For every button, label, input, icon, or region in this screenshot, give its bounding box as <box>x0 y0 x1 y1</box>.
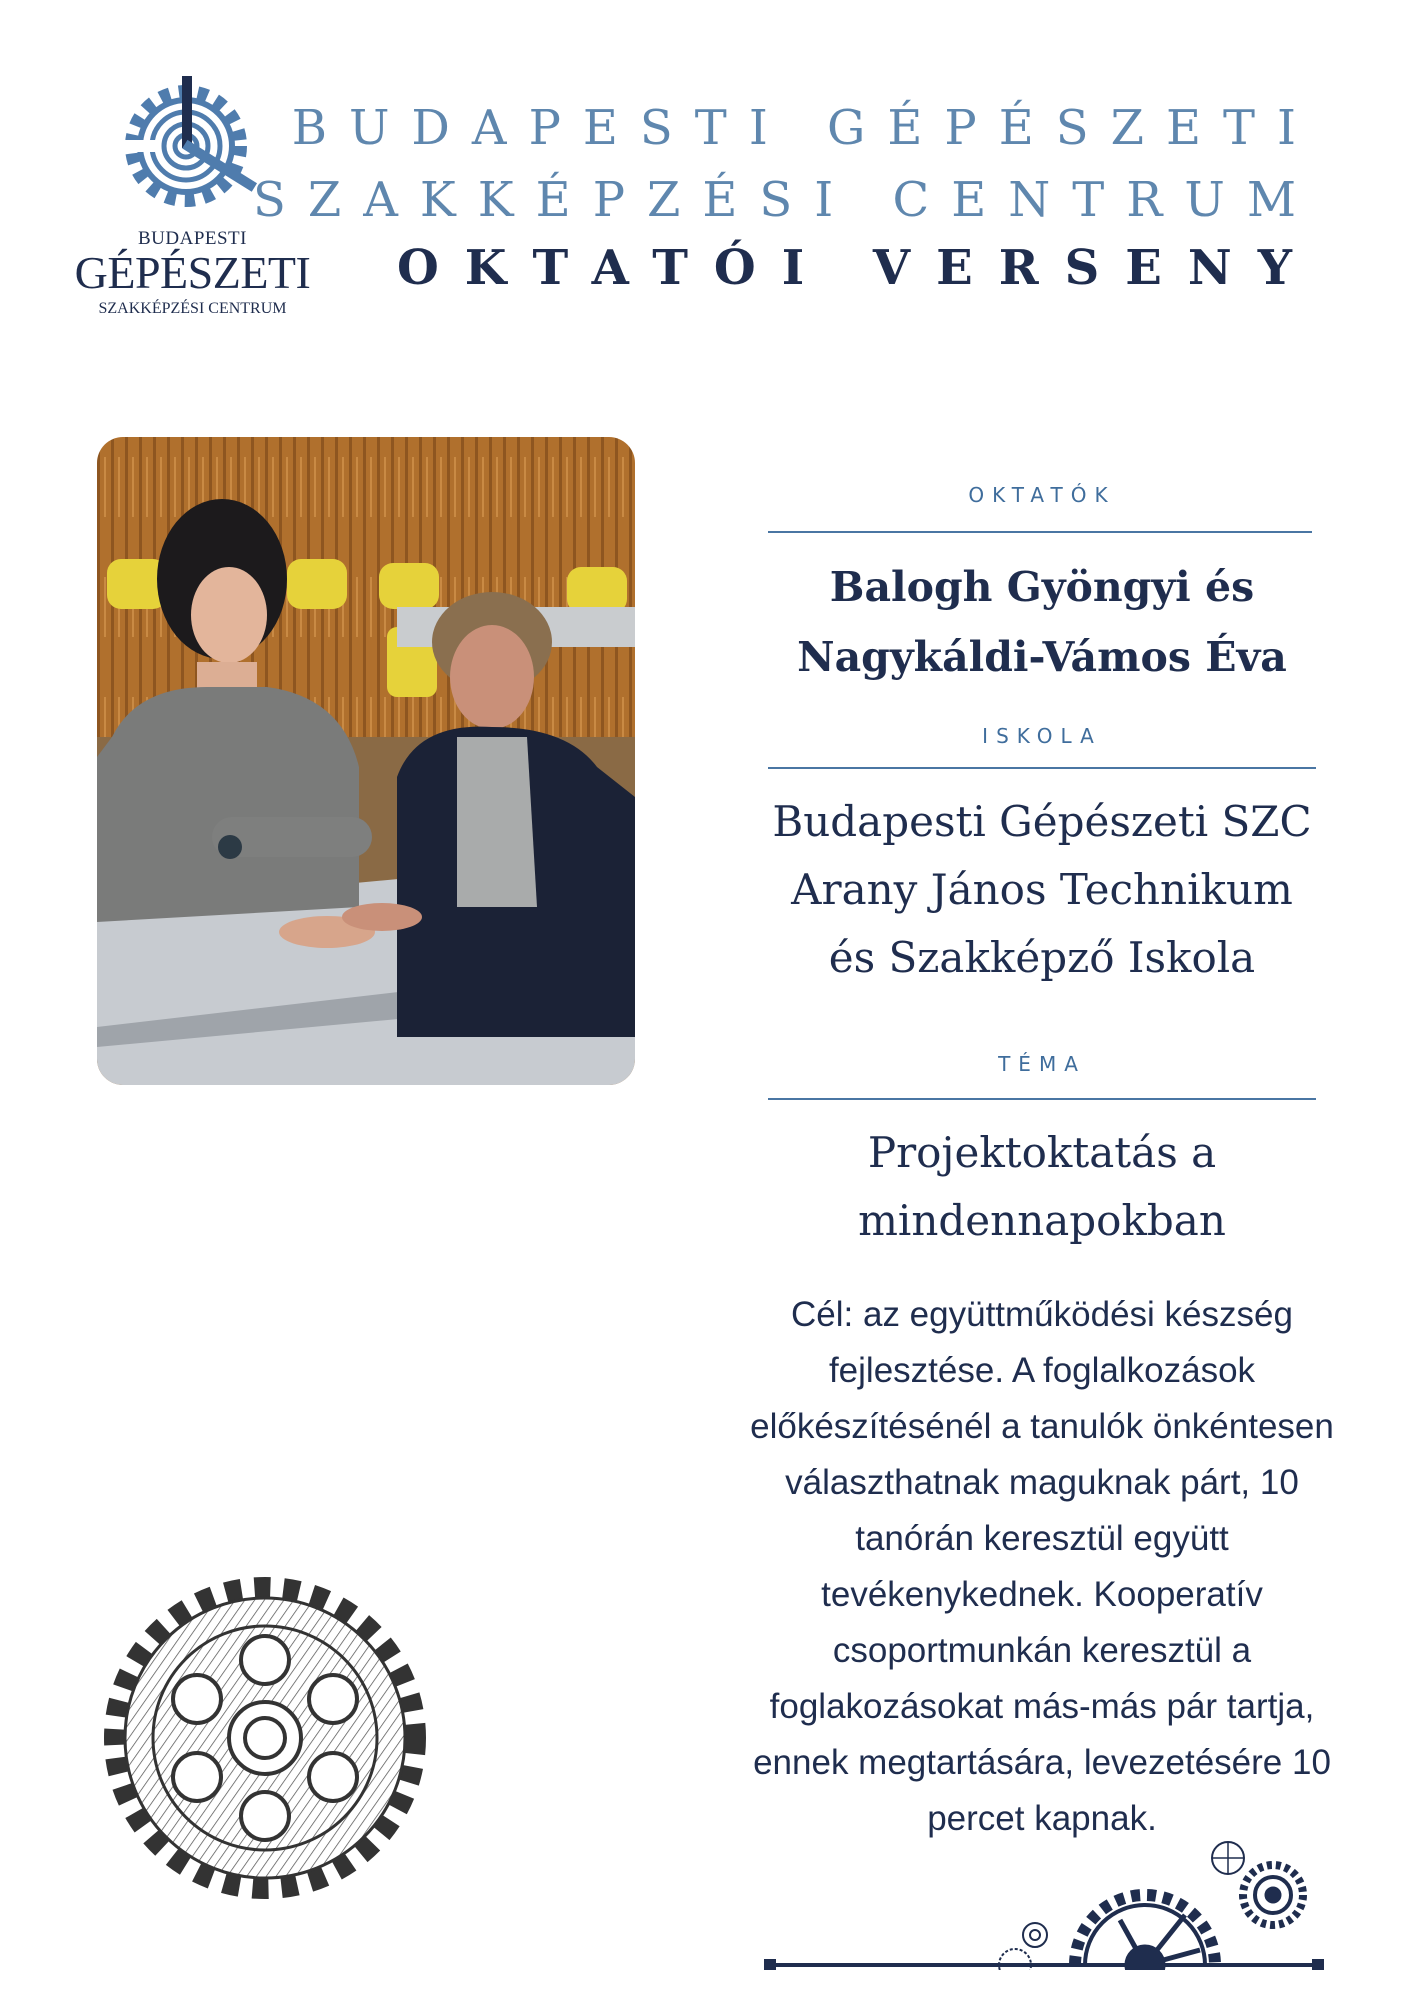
description-line: foglakozásokat más-más pár tartja, <box>769 1687 1315 1726</box>
two-teachers-photo-icon <box>97 437 635 1085</box>
gear-clock-logo-icon <box>112 70 272 220</box>
description-text <box>692 1287 1392 1847</box>
topic-title-line2: mindennapokban <box>858 1196 1226 1245</box>
divider <box>768 531 1312 533</box>
topic-label: TÉMA <box>998 1052 1086 1076</box>
teachers-names-line1: Balogh Gyöngyi és <box>829 563 1255 611</box>
divider <box>768 767 1316 769</box>
large-gear-decoration <box>95 1568 435 1908</box>
description-line: csoportmunkán keresztül a <box>832 1631 1252 1670</box>
divider <box>768 1098 1316 1100</box>
description-line: Cél: az együttműködési készség <box>791 1295 1293 1334</box>
description-line: ennek megtartására, levezetésére 10 <box>753 1743 1331 1782</box>
logo-text-budapesti: BUDAPESTI <box>137 228 247 249</box>
description-line: percet kapnak. <box>927 1799 1157 1838</box>
description-line: előkészítésénél a tanulók önkéntesen <box>750 1407 1334 1446</box>
header-title-line3: OKTATÓI VERSENY <box>396 240 1318 296</box>
teachers-label: OKTATÓK <box>968 483 1116 507</box>
school-name-line3: és Szakképző Iskola <box>828 933 1256 982</box>
school-name-line2: Arany János Technikum <box>791 865 1293 914</box>
teachers-photo <box>97 437 635 1085</box>
description-line: tevékenykednek. Kooperatív <box>821 1575 1263 1614</box>
small-gears-decoration <box>760 1840 1330 1970</box>
topic-title-line1: Projektoktatás a <box>867 1128 1217 1177</box>
description-line: tanórán keresztül együtt <box>855 1519 1229 1558</box>
header-title-line2: SZAKKÉPZÉSI CENTRUM <box>253 172 1318 228</box>
teachers-names-line2: Nagykáldi-Vámos Éva <box>797 633 1287 681</box>
gear-icon <box>95 1568 435 1908</box>
gears-line-icon <box>760 1840 1330 1970</box>
logo-text-centrum: SZAKKÉPZÉSI CENTRUM <box>98 300 287 317</box>
school-name-line1: Budapesti Gépészeti SZC <box>772 797 1312 846</box>
description-line: választhatnak maguknak párt, 10 <box>785 1463 1299 1502</box>
school-label: ISKOLA <box>982 724 1102 748</box>
description-line: fejlesztése. A foglalkozások <box>828 1351 1256 1390</box>
logo-text-gepeszeti: GÉPÉSZETI <box>74 247 311 298</box>
header-title-line1: BUDAPESTI GÉPÉSZETI <box>291 100 1318 156</box>
